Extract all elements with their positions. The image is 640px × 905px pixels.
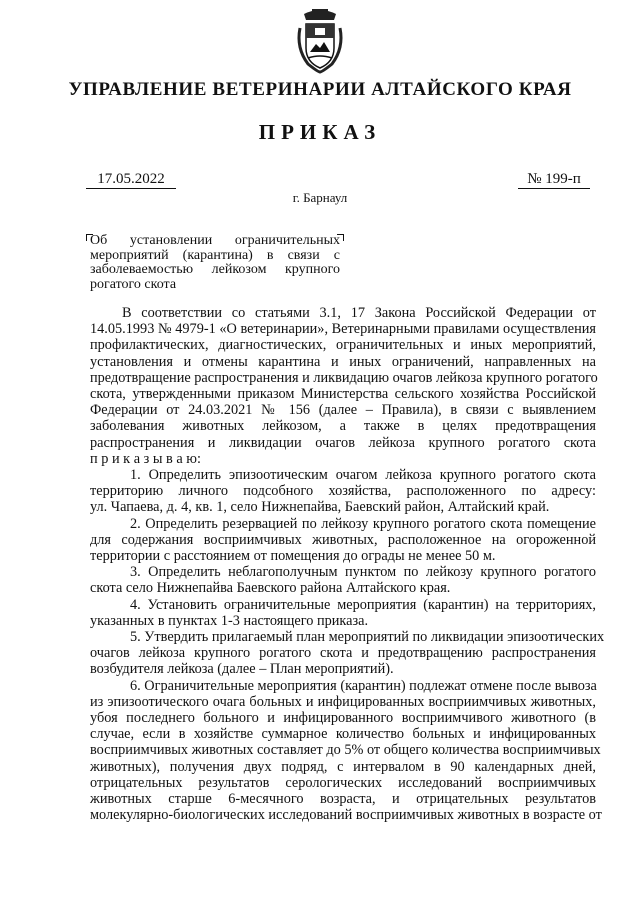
body-line: В соответствии со статьями 3.1, 17 Закона Российской Федерации от (122, 305, 596, 321)
subject-line: мероприятий (карантина) в связи с (90, 247, 340, 263)
body-line: 5. Утвердить прилагаемый план мероприятий по ликвидации эпизоотических (130, 629, 605, 646)
body-line: животных), получения двух подряд, с интервалом в 90 календарных дней, (90, 758, 596, 775)
body-line: молекулярно-биологических исследований восприимчивых животных в возрасте от (90, 807, 602, 824)
body-line: 6. Ограничительные мероприятия (карантин) подлежат отмене после вывоза (130, 677, 597, 694)
body-line: 1. Определить эпизоотическим очагом лейкоза крупного рогатого скота (130, 467, 596, 484)
body-line: предотвращение распространения и ликвидацию очагов лейкоза крупного рогатого (90, 369, 598, 386)
body-line: 3. Определить неблагополучным пунктом по лейкозу крупного рогатого (130, 564, 596, 581)
body-line: территорию личного подсобного хозяйства, расположенного по адресу: (90, 483, 596, 500)
subject-line: Об установлении ограничительных (90, 233, 340, 248)
organization-name: УПРАВЛЕНИЕ ВЕТЕРИНАРИИ АЛТАЙСКОГО КРАЯ (68, 79, 572, 100)
body-line: 4. Установить ограничительные мероприятия (карантин) на территориях, (130, 596, 596, 613)
body-line: восприимчивых животных составляет до 5% от общего количества восприимчивых (90, 742, 601, 759)
body-line: случае, если в хозяйстве суммарное количество больных и инфицированных (90, 726, 596, 743)
body-line: 14.05.1993 № 4979-1 «О ветеринарии», Ветеринарными правилами осуществления (90, 321, 596, 338)
body-line: распространения и ликвидации очагов лейкоза крупного рогатого скота (90, 434, 596, 451)
body-line: убоя последнего больного и инфицированного восприимчивого животного (в (90, 710, 596, 727)
body-line: территории с расстоянием от помещения до ограды не менее 50 м. (90, 548, 496, 565)
body-line: п р и к а з ы в а ю: (90, 450, 201, 467)
document-city: г. Барнаул (292, 190, 348, 205)
body-line: скота село Нижнепайва Баевского района Алтайского края. (90, 580, 451, 597)
body-line: заболевания животных лейкозом, а также в целях предотвращения (90, 418, 596, 435)
subject-line: заболеваемостью лейкозом крупного (90, 262, 340, 277)
document-type-title: ПРИКАЗ (258, 120, 382, 144)
body-line: отрицательных результатов серологических исследований восприимчивых (90, 774, 596, 791)
body-line: установления и отмены карантина и иных ограничений, направленных на (90, 353, 596, 370)
document-number: № 199-п (518, 170, 590, 189)
body-line: профилактических, диагностических, ограничительных и иных мероприятий, (90, 337, 596, 354)
coat-of-arms-emblem (290, 8, 350, 74)
body-line: из эпизоотического очага больных и инфицированных восприимчивых животных, (90, 693, 596, 710)
document-date: 17.05.2022 (86, 170, 176, 189)
body-line: указанных в пунктах 1-3 настоящего приказа. (90, 612, 369, 629)
subject-line: рогатого скота (90, 276, 177, 292)
body-line: Федерации от 24.03.2021 № 156 (далее – Правила), в связи с выявлением (90, 402, 596, 419)
body-line: для содержания восприимчивых животных, расположенное на огороженной (90, 531, 596, 548)
body-line: ул. Чапаева, д. 4, кв. 1, село Нижнепайва, Баевский район, Алтайский край. (90, 499, 550, 516)
order-subject (90, 234, 340, 292)
body-line: животных старше 6-месячного возраста, и отрицательных результатов (90, 791, 596, 808)
body-line: очагов лейкоза крупного рогатого скота и предотвращению распространения (90, 645, 596, 662)
body-line: возбудителя лейкоза (далее – План мероприятий). (90, 661, 394, 678)
body-line: скота, утвержденными приказом Министерства сельского хозяйства Российской (90, 386, 596, 403)
document-body (90, 305, 605, 824)
body-line: 2. Определить резервацией по лейкозу крупного рогатого скота помещение (130, 515, 596, 532)
